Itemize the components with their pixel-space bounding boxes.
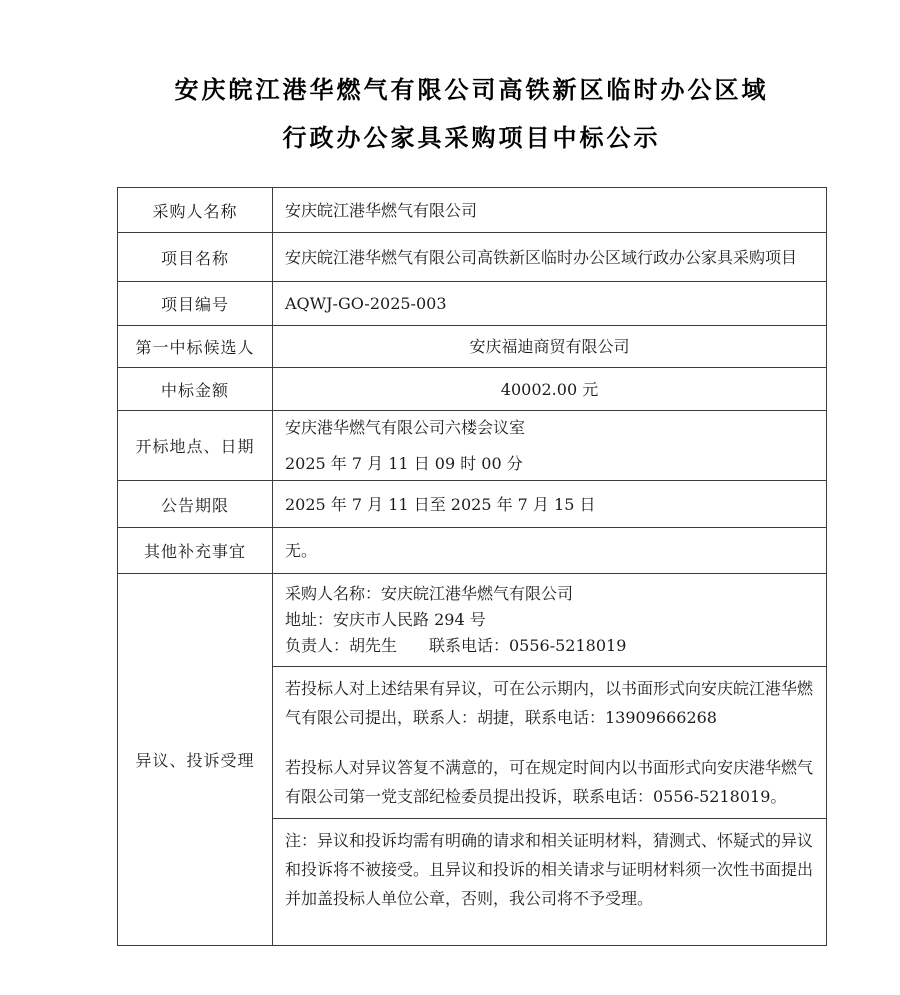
table-row-notice-period [118, 481, 827, 528]
row-label-first-candidate: 第一中标候选人 [118, 326, 273, 368]
table-row-project-number [118, 282, 827, 326]
table-row-first-candidate [118, 326, 827, 368]
row-label-objection-complaint: 异议、投诉受理 [118, 574, 273, 946]
row-value-opening-place-date [273, 411, 827, 481]
contact-person-line: 负责人：胡先生 联系电话：0556-5218019 [285, 636, 627, 655]
row-label-other-matters: 其他补充事宜 [118, 528, 273, 574]
objection-paragraph-1: 若投标人对上述结果有异议，可在公示期内，以书面形式向安庆皖江港华燃气有限公司提出，联系人：胡捷，联系电话：13909666268 [285, 679, 814, 727]
row-value-purchaser-name: 安庆皖江港华燃气有限公司 [273, 188, 827, 233]
row-value-notice-period: 2025 年 7 月 11 日至 2025 年 7 月 15 日 [273, 481, 827, 528]
contact-purchaser-line: 采购人名称：安庆皖江港华燃气有限公司 [285, 584, 574, 603]
table-row-other-matters [118, 528, 827, 574]
row-value-objection-note [273, 819, 827, 946]
page-title [117, 66, 826, 162]
opening-place-line: 安庆港华燃气有限公司六楼会议室 [285, 418, 526, 437]
row-label-notice-period: 公告期限 [118, 481, 273, 528]
table-row-objection-contact [118, 574, 827, 667]
table-row-project-name [118, 233, 827, 282]
objection-note-paragraph: 注：异议和投诉均需有明确的请求和相关证明材料，猜测式、怀疑式的异议和投诉将不被接受。且异议和投诉的相关请求与证明材料须一次性书面提出并加盖投标人单位公章，否则，我公司将不予受理。 [285, 831, 814, 908]
title-line-2: 行政办公家具采购项目中标公示 [282, 123, 661, 152]
objection-paragraph-2: 若投标人对异议答复不满意的，可在规定时间内以书面形式向安庆港华燃气有限公司第一党支部纪检委员提出投诉，联系电话：0556-5218019。 [285, 758, 814, 806]
row-label-purchaser-name: 采购人名称 [118, 188, 273, 233]
row-value-award-amount: 40002.00 元 [273, 368, 827, 411]
row-value-first-candidate: 安庆福迪商贸有限公司 [273, 326, 827, 368]
document-body [117, 0, 826, 946]
row-label-project-number: 项目编号 [118, 282, 273, 326]
row-value-objection-contact [273, 574, 827, 667]
row-value-objection-procedure [273, 667, 827, 819]
row-value-project-name: 安庆皖江港华燃气有限公司高铁新区临时办公区域行政办公家具采购项目 [273, 233, 827, 282]
row-label-opening-place-date: 开标地点、日期 [118, 411, 273, 481]
announcement-table [117, 187, 827, 946]
row-label-project-name: 项目名称 [118, 233, 273, 282]
contact-address-line: 地址：安庆市人民路 294 号 [285, 610, 486, 629]
row-value-other-matters: 无。 [273, 528, 827, 574]
table-row-purchaser-name [118, 188, 827, 233]
opening-date-line: 2025 年 7 月 11 日 09 时 00 分 [285, 454, 523, 473]
table-row-opening-place-date [118, 411, 827, 481]
title-line-1: 安庆皖江港华燃气有限公司高铁新区临时办公区域 [174, 75, 769, 104]
row-value-project-number: AQWJ-GO-2025-003 [273, 282, 827, 326]
table-row-award-amount [118, 368, 827, 411]
row-label-award-amount: 中标金额 [118, 368, 273, 411]
